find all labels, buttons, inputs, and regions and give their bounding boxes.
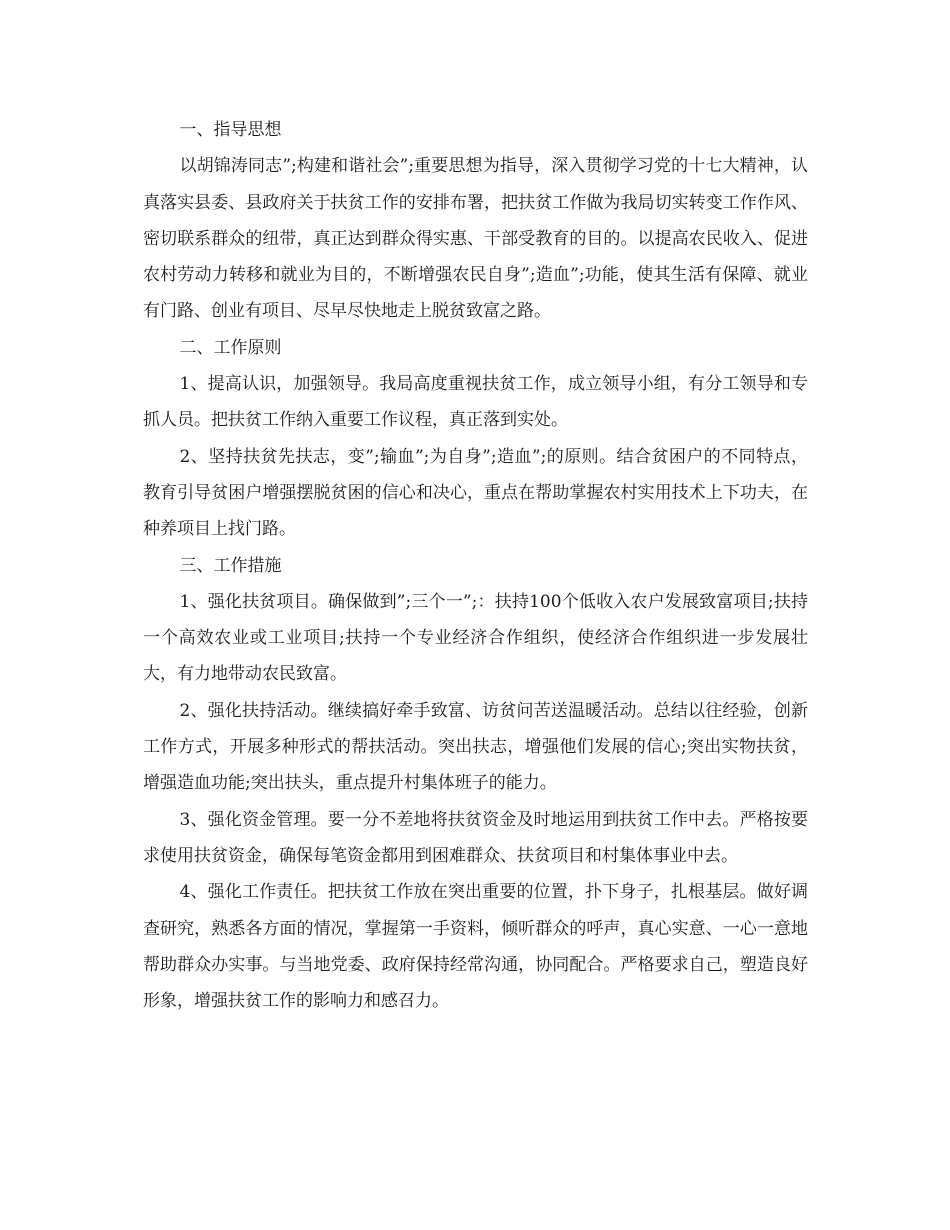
guiding-ideology-paragraph: 以胡锦涛同志”;构建和谐社会”;重要思想为指导，深入贯彻学习党的十七大精神，认真落实县委、县政府关于扶贫工作的安排布署，把扶贫工作做为我局切实转变工作作风、密切联系群众的纽带，真正达到群众得实惠、干部受教育的目的。以提高农民收入、促进农村劳动力转移和就业为目的，不断增强农民自身”;造血”;功能，使其生活有保障、就业有门路、创业有项目、尽早尽快地走上脱贫致富之路。 (143, 156, 808, 322)
measure-item-3: 3、强化资金管理。要一分不差地将扶贫资金及时地运用到扶贫工作中去。严格按要求使用扶贫资金，确保每笔资金都用到困难群众、扶贫项目和村集体事业中去。 (143, 809, 808, 866)
measure-item-2: 2、强化扶持活动。继续搞好牵手致富、访贫问苦送温暖活动。总结以往经验，创新工作方式，开展多种形式的帮扶活动。突出扶志，增强他们发展的信心;突出实物扶贫，增强造血功能;突出扶头，重点提升村集体班子的能力。 (143, 700, 808, 794)
section-heading-guiding-ideology: 一、指导思想 (179, 120, 282, 140)
measure-item-4: 4、强化工作责任。把扶贫工作放在突出重要的位置，扑下身子，扎根基层。做好调查研究，熟悉各方面的情况，掌握第一手资料，倾听群众的呼声，真心实意、一心一意地帮助群众办实事。与当地党委、政府保持经常沟通，协同配合。严格要求自己，塑造良好形象，增强扶贫工作的影响力和感召力。 (143, 882, 808, 1012)
principle-item-2: 2、坚持扶贫先扶志，变”;输血”;为自身”;造血”;的原则。结合贫困户的不同特点，教育引导贫困户增强摆脱贫困的信心和决心，重点在帮助掌握农村实用技术上下功夫，在种养项目上找门路。 (143, 446, 808, 540)
document-body (143, 112, 808, 1019)
section-heading-work-measures: 三、工作措施 (179, 555, 282, 576)
principle-item-1: 1、提高认识，加强领导。我局高度重视扶贫工作，成立领导小组，有分工领导和专抓人员。把扶贫工作纳入重要工作议程，真正落到实处。 (143, 374, 808, 431)
measure-item-1: 1、强化扶贫项目。确保做到”;三个一”;：扶持100个低收入农户发展致富项目;扶持一个高效农业或工业项目;扶持一个专业经济合作组织，使经济合作组织进一步发展壮大，有力地带动农民致富。 (143, 591, 808, 685)
section-heading-work-principles: 二、工作原则 (179, 337, 282, 358)
